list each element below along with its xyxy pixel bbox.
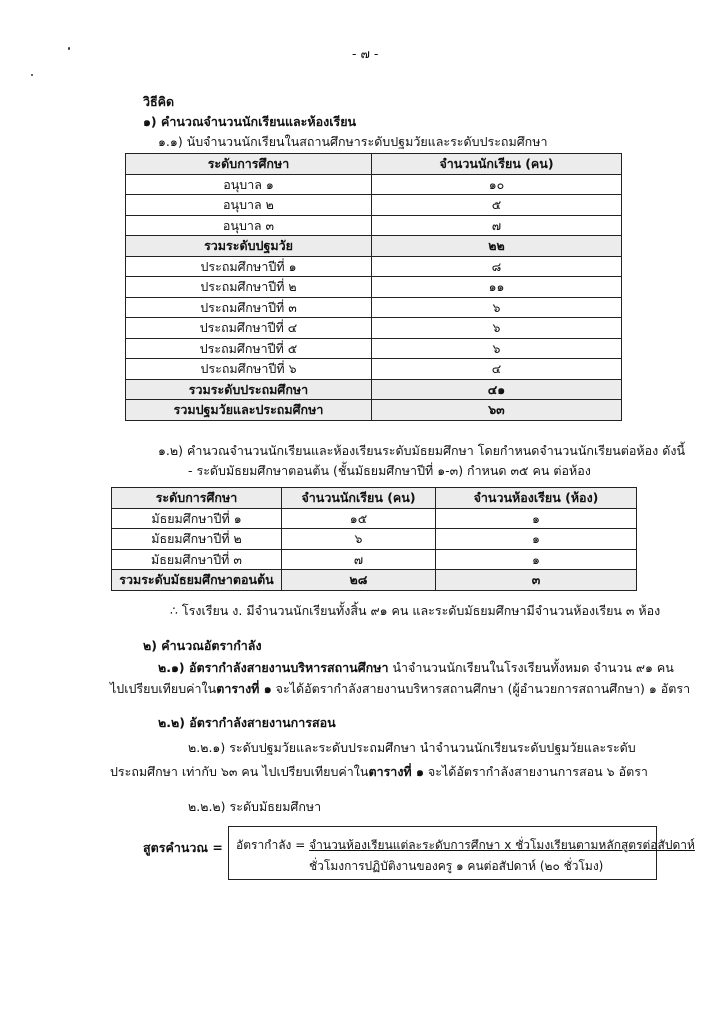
- level-cell: ประถมศึกษาปีที่ ๓: [126, 297, 372, 318]
- paragraph-2-2-1-line1: ๒.๒.๑) ระดับปฐมวัยและระดับประถมศึกษา นำจำนวนนักเรียนระดับปฐมวัยและระดับ: [188, 740, 636, 755]
- section1-heading: ๑) คำนวณจำนวนนักเรียนและห้องเรียน: [143, 114, 357, 129]
- count-cell: ๖: [372, 318, 622, 339]
- level-cell: รวมระดับประถมศึกษา: [126, 379, 372, 400]
- count-cell: ๗: [282, 549, 436, 570]
- paragraph-2-1-text: นำจำนวนนักเรียนในโรงเรียนทั้งหมด จำนวน ๙๑ คน: [388, 660, 674, 675]
- level-cell: อนุบาล ๓: [126, 215, 372, 236]
- level-cell: ประถมศึกษาปีที่ ๒: [126, 277, 372, 298]
- formula-label: สูตรคำนวณ =: [143, 840, 223, 855]
- table-row: [126, 400, 622, 421]
- level-cell: ประถมศึกษาปีที่ ๔: [126, 318, 372, 339]
- table-header-row: [126, 154, 622, 175]
- table-row: [126, 318, 622, 339]
- count-cell: ๑๑: [372, 277, 622, 298]
- level-cell: รวมปฐมวัยและประถมศึกษา: [126, 400, 372, 421]
- table-row: [126, 338, 622, 359]
- formula-box: [228, 826, 695, 880]
- table-reference: ตารางที่ ๑: [216, 681, 272, 696]
- count-cell: ๘: [372, 256, 622, 277]
- level-cell: ประถมศึกษาปีที่ ๖: [126, 359, 372, 380]
- table-header-row: [112, 488, 637, 509]
- section2-heading: ๒) คำนวณอัตรากำลัง: [143, 638, 262, 653]
- column-header-rooms: จำนวนห้องเรียน (ห้อง): [436, 488, 637, 509]
- table-row: [126, 277, 622, 298]
- rooms-cell: ๓: [436, 570, 637, 591]
- count-cell: ๖๓: [372, 400, 622, 421]
- paragraph-2-1-title: ๒.๑) อัตรากำลังสายงานบริหารสถานศึกษา: [158, 660, 389, 675]
- table-row: [126, 379, 622, 400]
- formula-numerator: จำนวนห้องเรียนแต่ละระดับการศึกษา x ชั่วโมงเรียนตามหลักสูตรต่อสัปดาห์: [309, 838, 695, 852]
- table-row: [126, 174, 622, 195]
- level-cell: มัธยมศึกษาปีที่ ๒: [112, 529, 282, 550]
- count-cell: ๔: [372, 359, 622, 380]
- count-cell: ๒๘: [282, 570, 436, 591]
- formula-prefix: อัตรากำลัง =: [236, 838, 310, 852]
- paragraph-2-2-1-text-a: ประถมศึกษา เท่ากับ ๖๓ คน ไปเปรียบเทียบค่าใน: [110, 764, 369, 779]
- primary-student-table: [125, 153, 622, 421]
- table-row: [126, 236, 622, 257]
- column-header-count: จำนวนนักเรียน (คน): [372, 154, 622, 175]
- count-cell: ๑๕: [282, 508, 436, 529]
- table-row: [112, 549, 637, 570]
- table-reference: ตารางที่ ๑: [368, 764, 424, 779]
- count-cell: ๔๑: [372, 379, 622, 400]
- level-cell: รวมระดับปฐมวัย: [126, 236, 372, 257]
- formula-numerator-line: [236, 836, 695, 855]
- page-number: - ๗ -: [352, 46, 379, 61]
- paragraph-2-1-line1: [158, 658, 674, 678]
- level-cell: มัธยมศึกษาปีที่ ๓: [112, 549, 282, 570]
- count-cell: ๕: [372, 195, 622, 216]
- table-row: [126, 256, 622, 277]
- table-row: [112, 508, 637, 529]
- count-cell: ๗: [372, 215, 622, 236]
- formula-denominator: ชั่วโมงการปฏิบัติงานของครู ๑ คนต่อสัปดาห์ (๒๐ ชั่วโมง): [309, 859, 604, 873]
- column-header-level: ระดับการศึกษา: [126, 154, 372, 175]
- level-cell: ประถมศึกษาปีที่ ๑: [126, 256, 372, 277]
- section1-sub2-note: - ระดับมัธยมศึกษาตอนต้น (ชั้นมัธยมศึกษาปีที่ ๑-๓) กำหนด ๓๕ คน ต่อห้อง: [188, 463, 591, 478]
- paragraph-2-1-line2: [110, 679, 690, 699]
- level-cell: ประถมศึกษาปีที่ ๕: [126, 338, 372, 359]
- column-header-count: จำนวนนักเรียน (คน): [282, 488, 436, 509]
- level-cell: อนุบาล ๑: [126, 174, 372, 195]
- paragraph-2-2-heading: ๒.๒) อัตรากำลังสายงานการสอน: [158, 715, 336, 730]
- rooms-cell: ๑: [436, 549, 637, 570]
- rooms-cell: ๑: [436, 508, 637, 529]
- scan-speck: [31, 74, 33, 76]
- count-cell: ๒๒: [372, 236, 622, 257]
- method-heading: วิธีคิด: [143, 94, 175, 109]
- table-row: [112, 570, 637, 591]
- table-row: [126, 195, 622, 216]
- level-cell: อนุบาล ๒: [126, 195, 372, 216]
- section1-sub1: ๑.๑) นับจำนวนนักเรียนในสถานศึกษาระดับปฐมวัยและระดับประถมศึกษา: [158, 134, 548, 149]
- count-cell: ๖: [372, 338, 622, 359]
- count-cell: ๖: [372, 297, 622, 318]
- table-row: [126, 215, 622, 236]
- count-cell: ๖: [282, 529, 436, 550]
- paragraph-2-2-2: ๒.๒.๒) ระดับมัธยมศึกษา: [188, 799, 322, 814]
- table-row: [126, 359, 622, 380]
- section1-sub2: ๑.๒) คำนวณจำนวนนักเรียนและห้องเรียนระดับมัธยมศึกษา โดยกำหนดจำนวนนักเรียนต่อห้อง ดังนี้: [158, 443, 686, 458]
- count-cell: ๑๐: [372, 174, 622, 195]
- paragraph-2-1-text-a: ไปเปรียบเทียบค่าใน: [110, 681, 217, 696]
- conclusion-text: ∴ โรงเรียน ง. มีจำนวนนักเรียนทั้งสิ้น ๙๑ คน และระดับมัธยมศึกษามีจำนวนห้องเรียน ๓ ห้อง: [170, 603, 661, 618]
- scan-speck: [68, 47, 70, 50]
- rooms-cell: ๑: [436, 529, 637, 550]
- table-row: [112, 529, 637, 550]
- table-row: [126, 297, 622, 318]
- column-header-level: ระดับการศึกษา: [112, 488, 282, 509]
- paragraph-2-2-1-text-b: จะได้อัตรากำลังสายงานการสอน ๖ อัตรา: [423, 764, 648, 779]
- secondary-student-table: [111, 487, 637, 591]
- paragraph-2-1-text-b: จะได้อัตรากำลังสายงานบริหารสถานศึกษา (ผู้อำนวยการสถานศึกษา) ๑ อัตรา: [271, 681, 691, 696]
- paragraph-2-2-1-line2: [110, 762, 648, 782]
- level-cell: มัธยมศึกษาปีที่ ๑: [112, 508, 282, 529]
- level-cell: รวมระดับมัธยมศึกษาตอนต้น: [112, 570, 282, 591]
